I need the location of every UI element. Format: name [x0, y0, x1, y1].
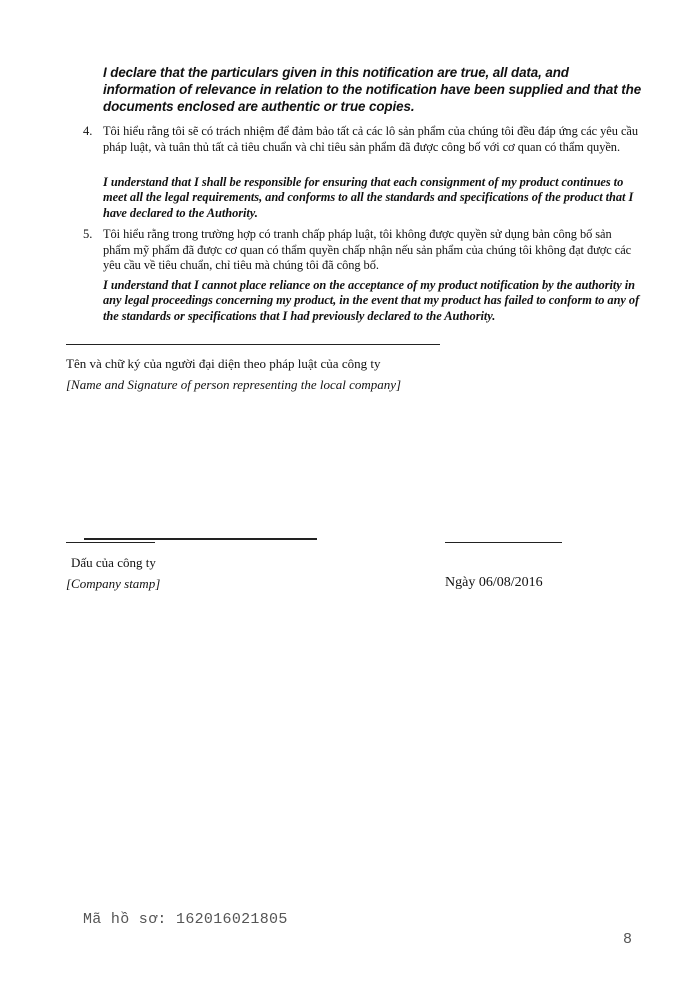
item-4-number: 4.	[83, 124, 93, 138]
stamp-label-vn: Dấu của công ty	[71, 555, 156, 570]
representative-label-vn: Tên và chữ ký của người đại diện theo pháp luật của công ty	[66, 356, 381, 371]
item-5-number: 5.	[83, 227, 93, 241]
stamp-line-upper	[84, 538, 317, 540]
representative-label-en: [Name and Signature of person representing the local company]	[66, 377, 402, 392]
stamp-line-lower	[66, 542, 155, 543]
item-4-vietnamese: Tôi hiểu rằng tôi sẽ có trách nhiệm để đảm bảo tất cả các lô sản phẩm của chúng tôi đều đáp ứng các yêu cầu pháp luật, và tuân thủ tất cả tiêu chuẩn và chỉ tiêu sản phẩm đã được công bố với cơ quan có thẩm quyền.	[103, 124, 638, 154]
date-line	[445, 542, 562, 543]
declaration-intro: I declare that the particulars given in this notification are true, all data, and information of relevance in relation to the notification have been supplied and that the documents enclosed are authentic or true copies.	[103, 65, 642, 114]
signature-line	[66, 344, 440, 345]
stamp-label-en: [Company stamp]	[66, 576, 161, 591]
item-5-vietnamese: Tôi hiểu rằng trong trường hợp có tranh chấp pháp luật, tôi không được quyền sử dụng bản công bố sản phẩm mỹ phẩm đã được cơ quan có thẩm quyền chấp nhận nếu sản phẩm của chúng tôi không đạt được các yêu cầu về tiêu chuẩn, chỉ tiêu mà chúng tôi đã công bố.	[103, 227, 632, 272]
item-5-english: I understand that I cannot place reliance on the acceptance of my product notification by the authority in any legal proceedings concerning my product, in the event that my product has failed to conform to any of the standards or specifications that I had previously declared to the Authority.	[103, 278, 640, 323]
page-number: 8	[623, 931, 633, 948]
document-code: Mã hồ sơ: 162016021805	[83, 911, 288, 928]
item-4-english: I understand that I shall be responsible for ensuring that each consignment of my product continues to meet all the legal requirements, and conforms to all the standards and specifications of the product that I have declared to the Authority.	[103, 175, 634, 220]
date-text: Ngày 06/08/2016	[445, 575, 543, 590]
